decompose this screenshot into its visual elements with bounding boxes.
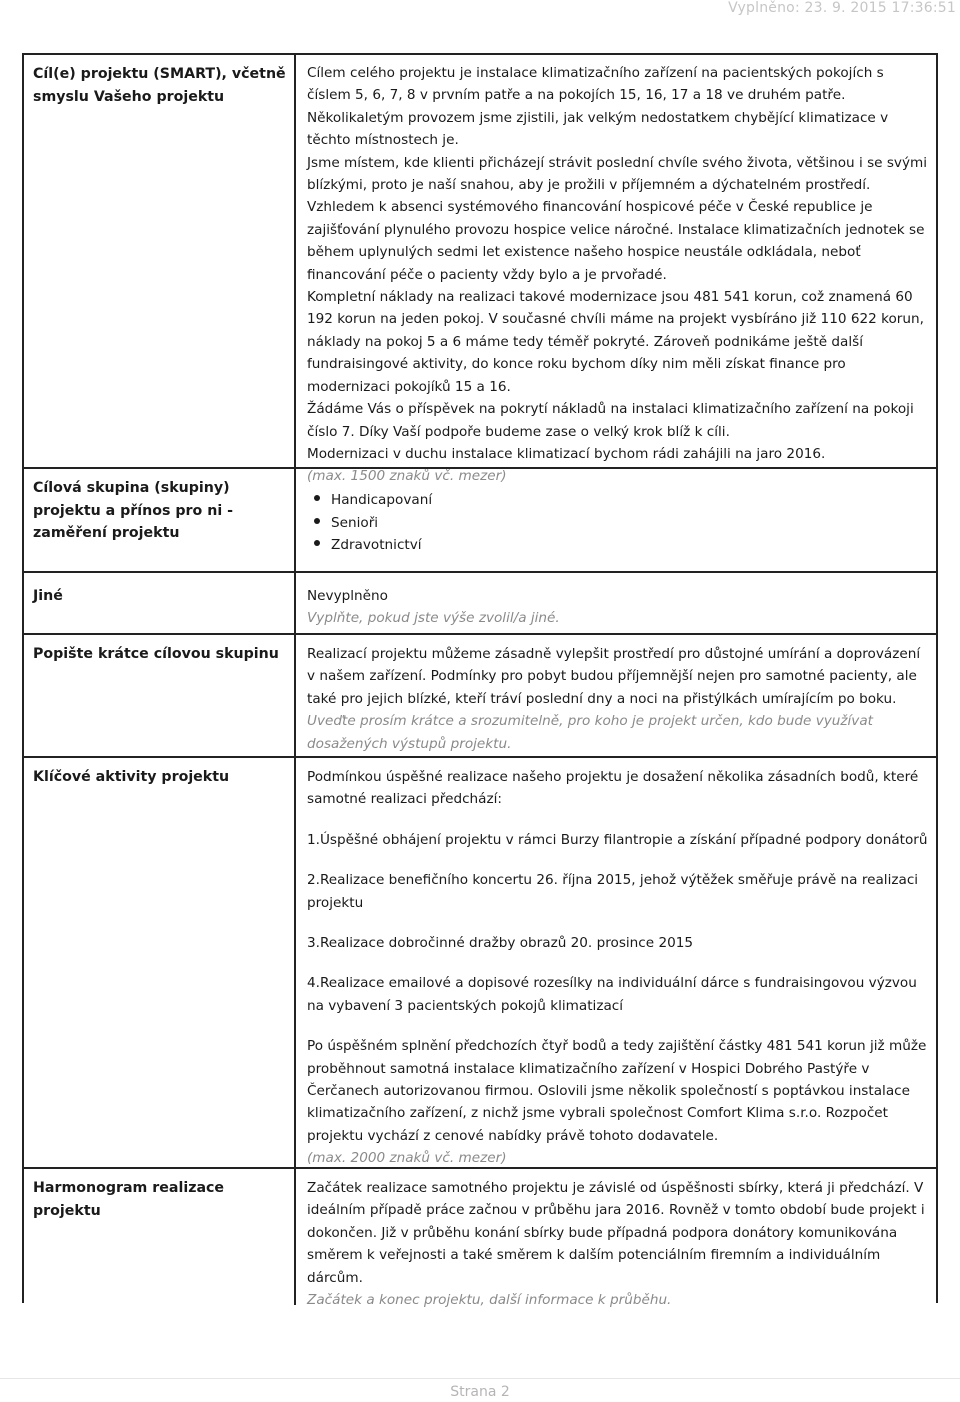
other-content bbox=[307, 585, 929, 630]
goal-paragraph: Jsme místem, kde klienti přicházejí strávit poslední chvíle svého života, většinou i se svými blízkými, proto je naší snahou, aby je prožili v příjemném a dýchatelném prostředí. bbox=[307, 154, 928, 194]
bullet-icon bbox=[314, 495, 320, 501]
other-label: Jiné bbox=[33, 588, 63, 604]
target-group-list bbox=[307, 489, 929, 557]
other-hint: Vyplňte, pokud jste výše zvolil/a jiné. bbox=[307, 610, 560, 627]
goal-hint: (max. 1500 znaků vč. mezer) bbox=[307, 468, 507, 485]
activity-step: 2.Realizace benefičního koncertu 26. října 2015, jehož výtěžek směřuje právě na realizaci projektu bbox=[307, 872, 919, 911]
column-divider bbox=[294, 55, 296, 467]
filled-timestamp: Vyplněno: 23. 9. 2015 17:36:51 bbox=[728, 0, 956, 16]
goal-paragraph: Modernizaci v duchu instalace klimatizací bychom rádi zahájili na jaro 2016. bbox=[307, 445, 826, 462]
activities-intro: Podmínkou úspěšné realizace našeho projektu je dosažení několika zásadních bodů, které samotné realizaci předchází: bbox=[307, 769, 919, 808]
bullet-icon bbox=[314, 518, 320, 524]
schedule-content bbox=[307, 1177, 929, 1311]
page-number: Strana 2 bbox=[450, 1384, 510, 1400]
describe-target-hint: Uveďte prosím krátce a srozumitelně, pro koho je projekt určen, kdo bude využívat dosažených výstupů projektu. bbox=[307, 713, 874, 752]
schedule-hint: Začátek a konec projektu, další informace k průběhu. bbox=[307, 1292, 672, 1309]
column-divider bbox=[294, 573, 296, 635]
other-value: Nevyplněno bbox=[307, 588, 388, 604]
row-goal bbox=[24, 55, 936, 485]
key-activities-label: Klíčové aktivity projektu bbox=[33, 769, 230, 785]
goal-paragraph: Vzhledem k absenci systémového financování hospicové péče v České republice je zajišťování plynulého provozu hospice velice náročné. Instalace klimatizačních jednotek se během uplynulých sedmi let existence našeho hospice neustále odkládala, neboť financování péče o pacienty vždy bylo a je prvořadé. bbox=[307, 199, 925, 283]
column-divider bbox=[294, 1169, 296, 1305]
activity-step: 4.Realizace emailové a dopisové rozesílky na individuální dárce s fundraisingovou výzvou na vybavení 3 pacientských pokojů klimatizací bbox=[307, 975, 917, 1014]
target-group-content bbox=[307, 489, 929, 557]
activities-hint: (max. 2000 znaků vč. mezer) bbox=[307, 1150, 507, 1167]
footer-divider bbox=[0, 1378, 960, 1379]
schedule-label: Harmonogram realizace projektu bbox=[33, 1180, 225, 1219]
column-divider bbox=[294, 758, 296, 1169]
row-other bbox=[24, 571, 936, 635]
goal-label: Cíl(e) projektu (SMART), včetně smyslu Vašeho projektu bbox=[33, 66, 286, 105]
activity-step: 1.Úspěšné obhájení projektu v rámci Burzy filantropie a získání případné podpory donátorů bbox=[307, 831, 928, 848]
goal-content bbox=[307, 62, 929, 488]
form-table bbox=[22, 53, 938, 1309]
goal-paragraph: Cílem celého projektu je instalace klimatizačního zařízení na pacientských pokojích s číslem 5, 6, 7, 8 v prvním patře a na pokojích 15, 16, 17 a 18 ve druhém patře. Několikaletým provozem jsme zjistili, jak velkým nedostatkem chybějící klimatizace v těchto místnostech je. bbox=[307, 65, 889, 149]
column-divider bbox=[294, 635, 296, 758]
list-item bbox=[307, 534, 929, 557]
bullet-icon bbox=[314, 540, 320, 546]
list-item-text: Handicapovaní bbox=[331, 492, 433, 508]
describe-target-content bbox=[307, 643, 929, 755]
list-item bbox=[307, 512, 929, 535]
target-group-label: Cílová skupina (skupiny) projektu a přínos pro ni - zaměření projektu bbox=[33, 480, 234, 541]
row-target-group bbox=[24, 467, 936, 573]
describe-target-label: Popište krátce cílovou skupinu bbox=[33, 646, 279, 662]
column-divider bbox=[294, 469, 296, 573]
list-item-text: Zdravotnictví bbox=[331, 537, 422, 553]
goal-paragraph: Žádáme Vás o příspěvek na pokrytí nákladů na instalaci klimatizačního zařízení na pokoji číslo 7. Díky Vaší podpoře budeme zase o velký krok blíž k cíli. bbox=[307, 401, 914, 440]
row-schedule bbox=[24, 1167, 936, 1309]
list-item bbox=[307, 489, 929, 512]
goal-paragraph: Kompletní náklady na realizaci takové modernizace jsou 481 541 korun, což znamená 60 192 korun na jeden pokoj. V současné chvíli máme na projekt vysbíráno již 110 622 korun, náklady na pokoj 5 a 6 máme tedy téměř pokryté. Zároveň podnikáme ještě další fundraisingové aktivity, do konce roku bychom díky nim měli získat finance pro modernizaci pokojíků 15 a 16. bbox=[307, 289, 924, 395]
schedule-text: Začátek realizace samotného projektu je závislé od úspěšnosti sbírky, která ji předchází. V ideálním případě práce začnou v průběhu jara 2016. Rovněž v tomto období bude projekt i dokončen. Již v průběhu konání sbírky bude případná podpora donátory komunikována směrem k veřejnosti a také směrem k dalším potenciálním firemním a individuálním dárcům. bbox=[307, 1180, 925, 1286]
list-item-text: Senioři bbox=[331, 514, 379, 531]
key-activities-content bbox=[307, 766, 929, 1170]
row-key-activities bbox=[24, 756, 936, 1169]
activity-step: 3.Realizace dobročinné dražby obrazů 20. prosince 2015 bbox=[307, 935, 694, 952]
activities-closing: Po úspěšném splnění předchozích čtyř bodů a tedy zajištění částky 481 541 korun již může proběhnout samotná instalace klimatizačního zařízení v Hospici Dobrého Pastýře v Čerčanech autorizovanou firmou. Oslovili jsme několik společností s poptávkou instalace klimatizačního zařízení, z nichž jsme vybrali společnost Comfort Klima s.r.o. Rozpočet projektu vychází z cenové nabídky právě tohoto dodavatele. bbox=[307, 1038, 927, 1144]
describe-target-text: Realizací projektu můžeme zásadně vylepšit prostředí pro důstojné umírání a doprovázení v našem zařízení. Podmínky pro pobyt budou příjemnější nejen pro samotné pacienty, ale také pro jejich blízké, kteří tráví poslední dny a noci na přistýlkách umírajícím po boku. bbox=[307, 646, 921, 707]
row-describe-target bbox=[24, 633, 936, 758]
